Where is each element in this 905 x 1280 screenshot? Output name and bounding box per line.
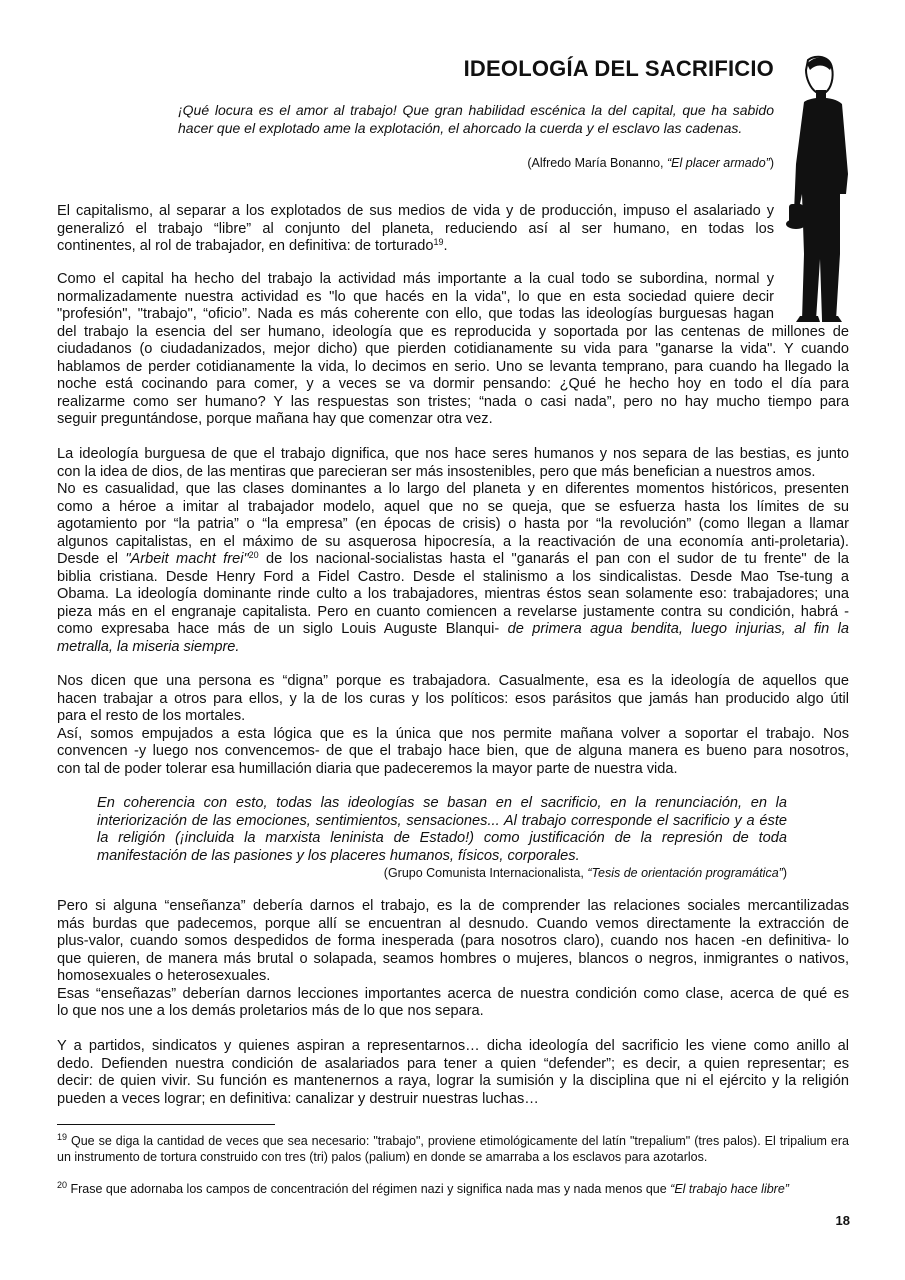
paragraph-5 — [57, 898, 849, 1021]
block-quote-attribution: (Grupo Comunista Internacionalista, “Tesis de orientación programática”) — [383, 866, 787, 880]
text-line: noche está cocinando para comer, y a veces se va dormir pensando: ¿Qué he hecho hoy en todo el día para — [57, 376, 849, 392]
text-line: "profesión", "trabajo", “oficio”. Nada es más coherente con ello, que todas las ideologías burguesas hagan — [57, 306, 774, 322]
text-line: que quieren, de manera más brutal o solapada, seamos hombres o mujeres, blancos o negros, inmigrantes o nativos, — [57, 950, 849, 967]
paragraph-2 — [57, 271, 849, 429]
text-line: continentes, al rol de trabajador, en definitiva: de torturado$^{19}$. — [57, 237, 448, 254]
text-line: convencen -y luego nos convencemos- de que el trabajo hace bien, que de alguna manera es bueno para nosotros, — [57, 743, 849, 759]
text-line: con la idea de dios, de las mentiras que parecieran ser más insostenibles, pero que más benefician a nuestros amos. — [57, 463, 816, 480]
text-line: Y a partidos, sindicatos y quienes aspiran a representarnos… dicha ideología del sacrificio les viene como anillo al — [57, 1038, 849, 1054]
text-line: normalizadamente nuestra actividad es "lo que hacés en la vida", lo que en esta sociedad quiere decir — [57, 288, 774, 305]
text-line: Obama. La ideología dominante rinde culto a los trabajadores, mientras éstos sean solamente eso: trabajadores; una — [57, 586, 849, 602]
block-quote: En coherencia con esto, todas las ideologías se basan en el sacrificio, en la renunciación, en la interiorización de las emociones, sentimientos, sensaciones... Al trabajo corresponde el sacrificio y a éste la religión (¡incluida la marxista leninista de Estado!) como justificación de la represión de toda manifestación de las pasiones y los placeres humanos, físicos, corporales. — [97, 795, 787, 864]
paragraph-4 — [57, 673, 849, 778]
text-line: Como el capital ha hecho del trabajo la actividad más importante a la cual todo se subordina, normal y — [57, 271, 774, 287]
paragraph-3 — [57, 446, 849, 656]
text-line: homosexuales o heterosexuales. — [57, 968, 271, 984]
text-line: No es casualidad, que las clases dominantes a lo largo del planeta y en diferentes momentos históricos, presenten — [57, 481, 849, 497]
epigraph-attribution: (Alfredo María Bonanno, “El placer armado”) — [527, 156, 774, 170]
text-line: con tal de poder tolerar esa humillación diaria que padeceremos la mayor parte de nuestra vida. — [57, 760, 678, 777]
text-line: pieza más en el engranaje capitalista. Pero en cuanto comiencen a revelarse justamente contra su condición, habrá - — [57, 603, 849, 620]
page-number: 18 — [835, 1213, 850, 1228]
text-line: como expresaba hace más de un siglo Louis Auguste Blanqui- de primera agua bendita, luego injurias, al fin la — [57, 621, 849, 637]
text-line: como a héroe a imitar al trabajador modelo, aquel que no se queja, que se esfuerza hasta los límites de su — [57, 498, 849, 515]
text-line: del trabajo la esencia del ser humano, ideología que es reproducida y soportada por las centenas de millones de — [57, 323, 849, 340]
page-title: IDEOLOGÍA DEL SACRIFICIO — [463, 56, 774, 81]
text-line: La ideología burguesa de que el trabajo dignifica, que nos hace seres humanos y nos separa de las bestias, es junto — [57, 446, 849, 462]
paragraph-6 — [57, 1038, 849, 1108]
text-line: lo que nos une a los demás proletarios más de lo que nos separa. — [57, 1003, 484, 1019]
text-line: pueden a veces lograr; en definitiva: canalizar y destruir nuestras luchas… — [57, 1090, 539, 1107]
text-line: hablamos de perder cotidianamente la vida, lo decimos en serio. Uno se levanta temprano, para cuando ha llegado la — [57, 358, 849, 375]
text-line: El capitalismo, al separar a los explotados de sus medios de vida y de producción, impuso el asalariado y — [57, 203, 774, 219]
footnote-ref-20[interactable]: 20 — [248, 550, 259, 560]
text-line: decir: de quien vivir. Su función es mantenernos a raya, lograr la sumisión y la disciplina que ni el ejército y la religión — [57, 1073, 849, 1089]
text-line: Así, somos empujados a esta lógica que es la única que nos permite mañana volver a soportar el trabajo. Nos — [57, 725, 849, 742]
text-line: generalizó el trabajo “libre” al conjunto del planeta, reduciendo así al ser humano, en todas los — [57, 220, 774, 237]
text-line: algunos capitalistas, en el máximo de su asquerosa hipocresía, a la reactivación de una economía anti-proletaria). — [57, 533, 849, 550]
text-line: plus-valor, cuando somos despedidos de forma inesperada (para nosotros claro), cuando nos hacen -en definitiva- lo — [57, 933, 849, 949]
footnote-19: $^{19}$ Que se diga la cantidad de veces que sea necesario: "trabajo", proviene etimológicamente del latín "trepalium" (tres palos). El tripalium era un instrumento de tortura construido con tres (tri) palos (palium) en donde se amarraba a los esclavos para azotarlos. — [57, 1132, 849, 1164]
text-line: Esas “enseñazas” deberían darnos lecciones importantes acerca de nuestra condición como clase, acerca de qué es — [57, 985, 849, 1002]
text-line: realizarme como ser humano? Y las respuestas son tristes; “nada o casi nada”, pero no hay mucho tiempo para — [57, 393, 849, 410]
footnote-divider — [57, 1124, 275, 1125]
paragraph-1 — [57, 203, 774, 256]
text-line: para el resto de los mortales. — [57, 708, 246, 724]
text-line: seguir preguntándose, porque mañana hay que comenzar otra vez. — [57, 411, 493, 427]
text-line: ciudadanos (o ciudadanizados, mejor dicho) que pierden cotidianamente su vida para "ganarse la vida". Y cuando — [57, 341, 849, 357]
text-line: más burdas que padecemos, porque allí se encuentran al desnudo. Cuando vemos directamente la extracción de — [57, 915, 849, 932]
text-line: Pero si alguna “enseñanza” debería darnos el trabajo, es la de comprender las relaciones sociales mercantilizadas — [57, 898, 849, 914]
text-line: hacen trabajar a otros para ellos, y la de los curas y los políticos: esos parásitos que jamás han producido algo útil — [57, 690, 849, 707]
text-line: metralla, la miseria siempre. — [57, 638, 240, 655]
text-line: Desde el "Arbeit macht frei"$^{20}$ de los nacional-socialistas hasta el "ganarás el pan con el sudor de tu frente" de la — [57, 550, 849, 567]
footnote-ref-19[interactable]: 19 — [433, 237, 444, 247]
epigraph-quote: ¡Qué locura es el amor al trabajo! Que gran habilidad escénica la del capital, que ha sabido hacer que el explotado ame la explotación, el ahorcado la cuerda y el esclavo las cadenas. — [178, 102, 774, 136]
text-line: agotamiento por “la patria” o “la empresa” (en épocas de crisis) o hasta por “la revolución” (como llegan a llamar — [57, 516, 849, 532]
footnote-20: $^{20}$ Frase que adornaba los campos de concentración del régimen nazi y significa nada mas y nada menos que “El trabajo hace libre” — [57, 1180, 789, 1196]
text-line: Nos dicen que una persona es “digna” porque es trabajadora. Casualmente, esa es la ideología de aquellos que — [57, 673, 849, 689]
text-line: biblia cristiana. Desde Henry Ford a Fidel Castro. Desde el stalinismo a los sindicalistas. Desde Mao Tse-tung a — [57, 568, 849, 585]
text-line: dedo. Defienden nuestra condición de asalariados para tener a quien “defender”; es decir, a quien representar; es — [57, 1055, 849, 1072]
